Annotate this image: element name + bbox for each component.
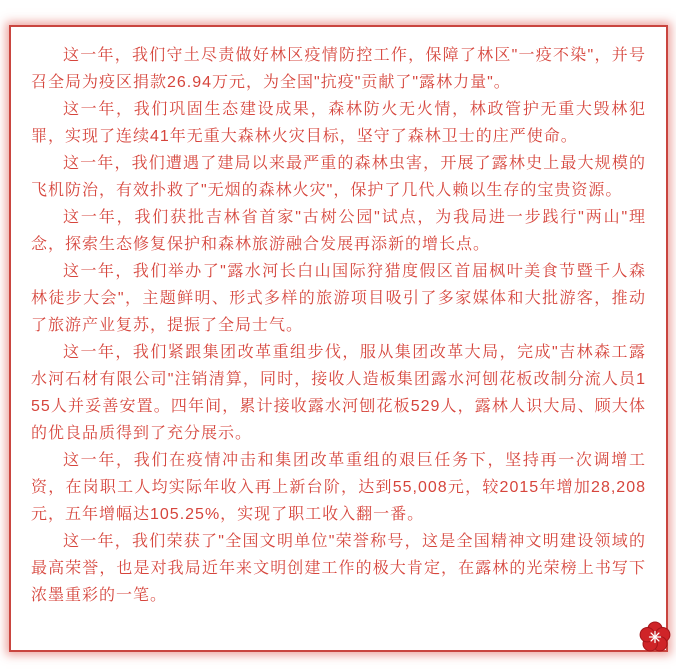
- paragraph: 这一年，我们在疫情冲击和集团改革重组的艰巨任务下，坚持再一次调增工资，在岗职工人均实际年收入再上新台阶，达到55,008元，较2015年增加28,208元，五年增幅达105.25%，实现了职工收入翻一番。: [31, 452, 646, 523]
- paragraph: 这一年，我们举办了"露水河长白山国际狩猎度假区首届枫叶美食节暨千人森林徒步大会"，主题鲜明、形式多样的旅游项目吸引了多家媒体和大批游客，推动了旅游产业复苏，提振了全局士气。: [31, 263, 646, 334]
- paragraph: 这一年，我们紧跟集团改革重组步伐，服从集团改革大局，完成"吉林森工露水河石材有限公司"注销清算，同时，接收人造板集团露水河刨花板改制分流人员155人并妥善安置。四年间，累计接收露水河刨花板529人，露林人识大局、顾大体的优良品质得到了充分展示。: [31, 344, 646, 442]
- document-panel: [9, 25, 668, 652]
- paragraph: 这一年，我们获批吉林省首家"古树公园"试点，为我局进一步践行"两山"理念，探索生态修复保护和森林旅游融合发展再添新的增长点。: [31, 209, 646, 253]
- paragraph: 这一年，我们守土尽责做好林区疫情防控工作，保障了林区"一疫不染"，并号召全局为疫区捐款26.94万元，为全国"抗疫"贡献了"露林力量"。: [31, 47, 646, 91]
- plum-blossom-icon: [638, 620, 672, 654]
- paragraph: 这一年，我们荣获了"全国文明单位"荣誉称号，这是全国精神文明建设领域的最高荣誉，也是对我局近年来文明创建工作的极大肯定，在露林的光荣榜上书写下浓墨重彩的一笔。: [31, 533, 646, 604]
- paragraph: 这一年，我们巩固生态建设成果，森林防火无火情，林政管护无重大毁林犯罪，实现了连续41年无重大森林火灾目标，坚守了森林卫士的庄严使命。: [31, 101, 646, 145]
- paragraph: 这一年，我们遭遇了建局以来最严重的森林虫害，开展了露林史上最大规模的飞机防治，有效扑救了"无烟的森林火灾"，保护了几代人赖以生存的宝贵资源。: [31, 155, 646, 199]
